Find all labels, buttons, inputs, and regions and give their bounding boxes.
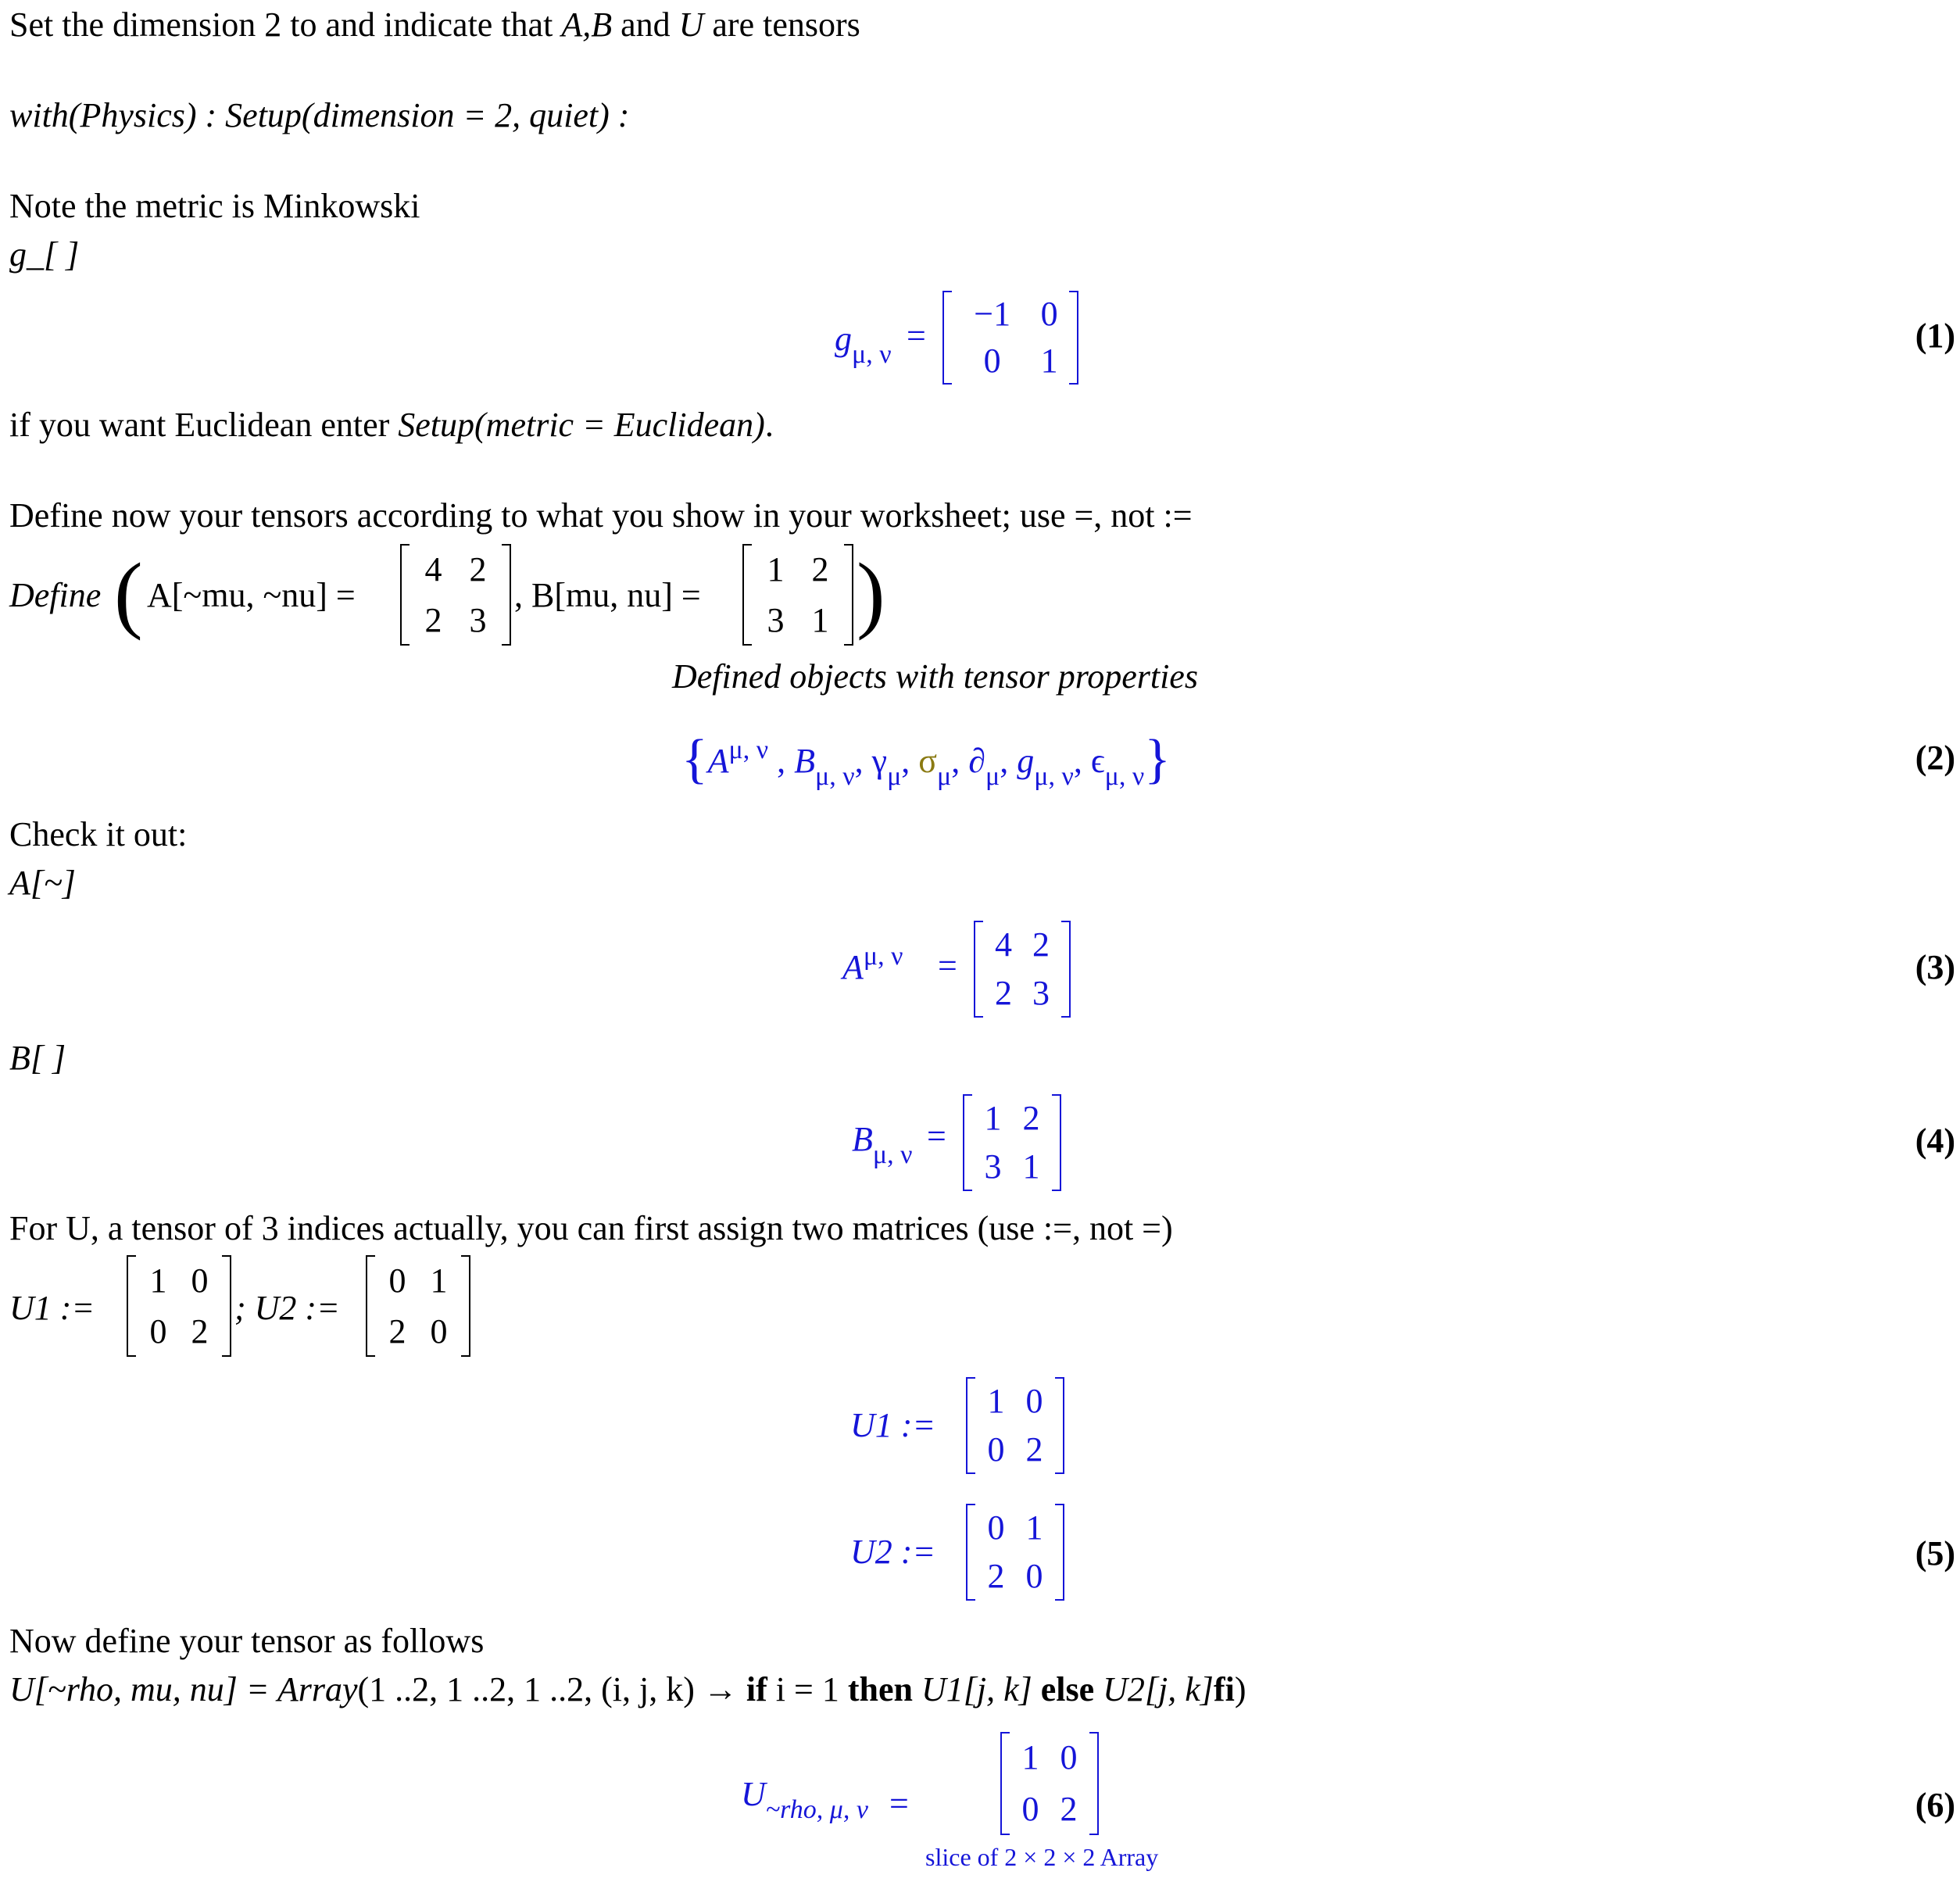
output-2-set: {$A^{\mu, \nu}$ , $B_{\mu, \nu}$, $\gamma_\mu$, $\sigma_\mu$, $\partial_\mu$, $g_{\mu, \nu}$, $\epsilon_{\mu, \nu}$} [681, 729, 1171, 791]
output-3-lhs: $A^{\mu, \nu}$ [842, 942, 903, 986]
define-note: Define now your tensors according to what you show in your worksheet; use =, not := [9, 496, 1193, 535]
define-a-matrix: 4 2 2 3 [400, 544, 511, 646]
define-b-matrix: 1 2 3 1 [742, 544, 853, 646]
output-4-matrix: 1 2 3 1 [963, 1094, 1061, 1191]
output-6-matrix: 1 0 0 2 [1000, 1732, 1099, 1835]
u-array-command[interactable]: U[~rho, mu, nu] = Array(1 ..2, 1 ..2, 1 ..2, (i, j, k) → if i = 1 then U1[j, k] else U2[j, k]fi) [9, 1670, 1246, 1708]
output-5-u2-matrix: 0 1 2 0 [966, 1504, 1064, 1601]
equation-label-2: (2) [1915, 739, 1955, 777]
equation-label-6: (6) [1915, 1786, 1955, 1824]
output-4-lhs: $B_{\mu, \nu}$ [852, 1120, 913, 1169]
metric-note: Note the metric is Minkowski [9, 187, 420, 225]
euclidean-note: if you want Euclidean enter Setup(metric = Euclidean). [9, 406, 774, 444]
b-command[interactable]: B[ ] [9, 1039, 66, 1077]
equation-label-4: (4) [1915, 1122, 1955, 1160]
check-note: Check it out: [9, 815, 188, 853]
equation-label-5: (5) [1915, 1534, 1955, 1573]
output-1-matrix: −1 0 0 1 [942, 291, 1078, 385]
output-1-lhs: $g_{\mu, \nu}$ [835, 320, 892, 369]
setup-command[interactable]: with(Physics) : Setup(dimension = 2, quiet) : [9, 96, 630, 134]
output-5-u1-lhs: U1 := [850, 1406, 936, 1444]
output-5-u1-matrix: 1 0 0 2 [966, 1377, 1064, 1474]
output-5-u2-lhs: U2 := [850, 1533, 936, 1571]
a-command[interactable]: A[~] [9, 864, 76, 902]
for-u-note: For U, a tensor of 3 indices actually, you can first assign two matrices (use :=, not =) [9, 1209, 1173, 1247]
equation-label-1: (1) [1915, 317, 1955, 355]
output-4-eq: = [927, 1117, 946, 1155]
output-6-eq: = [889, 1784, 909, 1823]
output-3-eq: = [938, 946, 957, 985]
u1-input-matrix: 1 0 0 2 [127, 1255, 231, 1357]
now-define-note: Now define your tensor as follows [9, 1622, 485, 1660]
g-command[interactable]: g_[ ] [9, 235, 80, 274]
output-6-lhs: $U_{\sim rho, \mu, \nu}$ [741, 1775, 868, 1824]
output-3-matrix: 4 2 2 3 [974, 921, 1071, 1018]
defined-message: Defined objects with tensor properties [672, 657, 1198, 696]
intro-text: Set the dimension 2 to and indicate that A,B and U are tensors [9, 5, 860, 44]
u2-input-matrix: 0 1 2 0 [366, 1255, 470, 1357]
output-1-eq: = [907, 317, 926, 355]
array-slice-caption: slice of 2 × 2 × 2 Array [925, 1843, 1159, 1871]
u-assign-command[interactable]: U1 := 1 0 0 2 ; U2 := 0 1 2 0 [9, 1255, 478, 1357]
define-command[interactable]: Define ( A[~mu, ~nu] = 4 2 2 3 , B[mu, nu] = 1 2 3 1 ) [9, 541, 869, 650]
equation-label-3: (3) [1915, 948, 1955, 986]
